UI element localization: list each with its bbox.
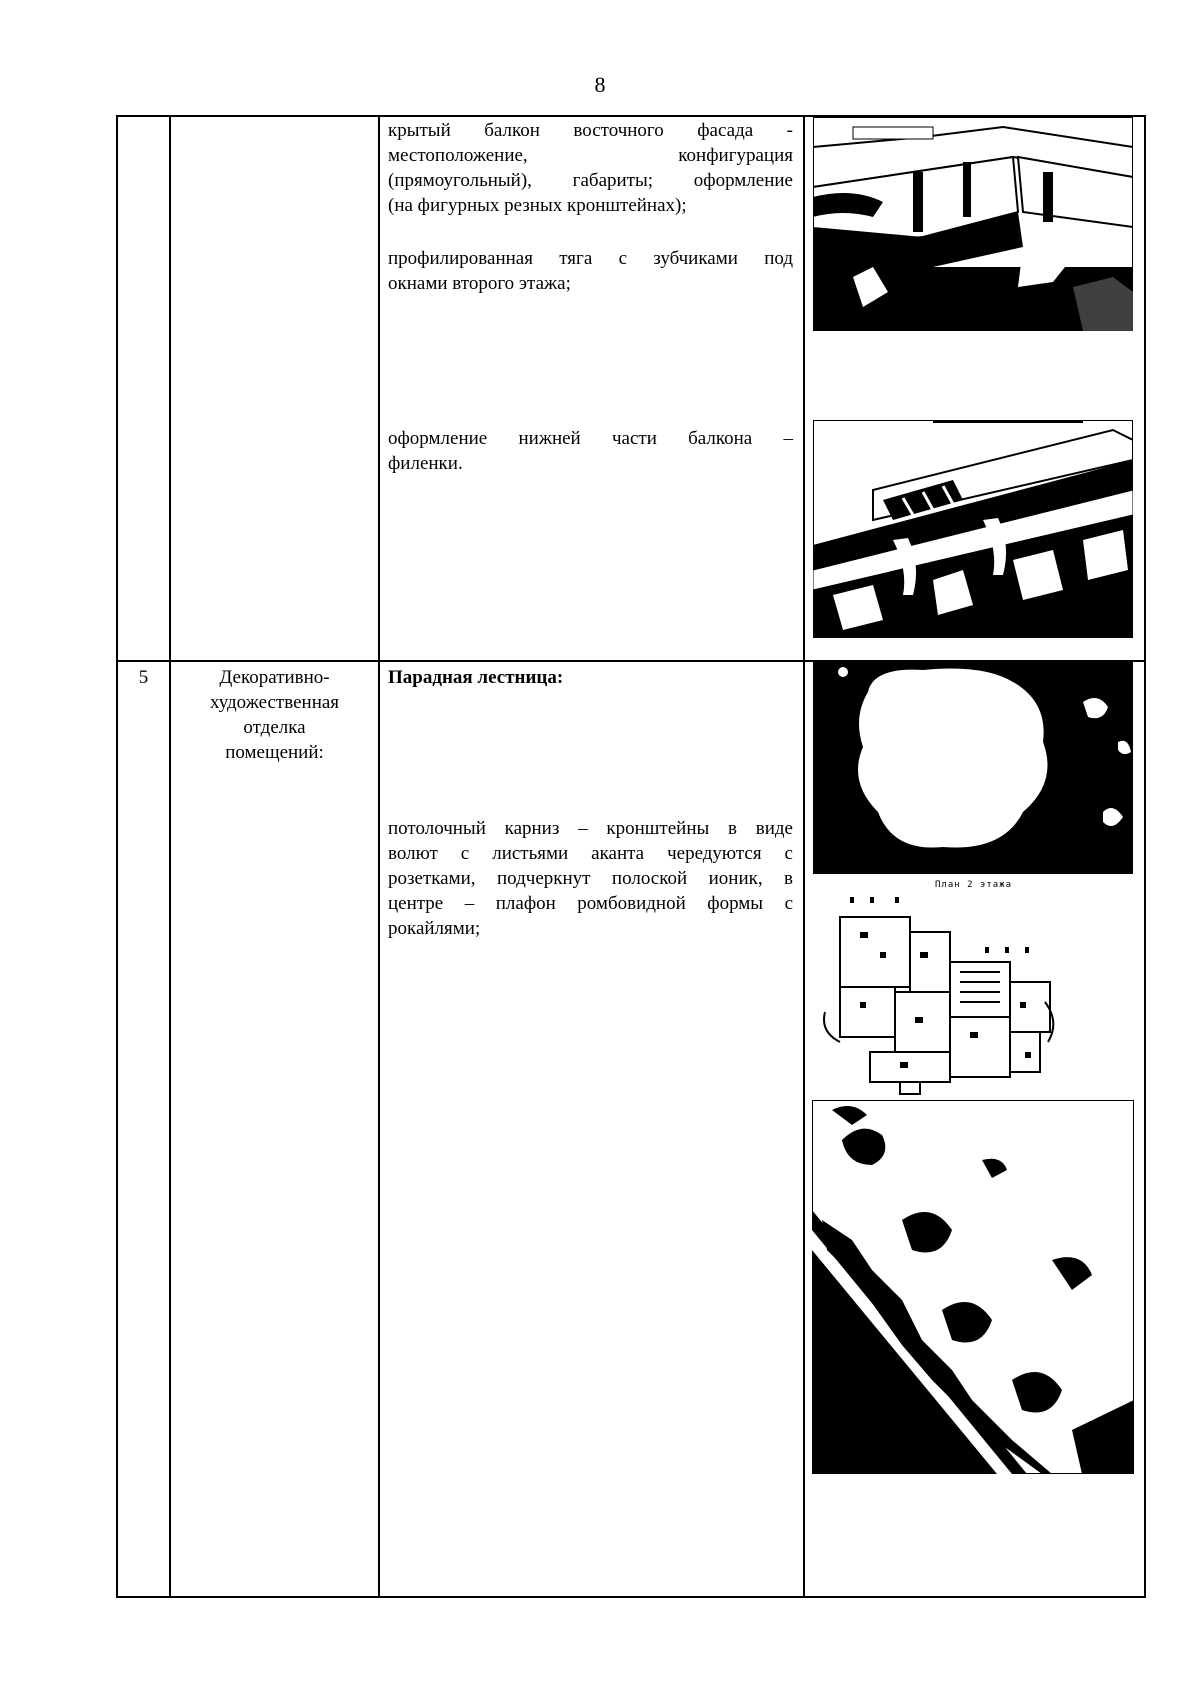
building-balcony-underside-photo-icon [813,420,1133,638]
item-ceiling-cornice: потолочный карниз – кронштейны в виде волют с листьями аканта чередуются с розетками, подчеркнут полоской ионик, в центре – плафон ромбовидной формы с рокайлями; [388,818,793,939]
column-divider-3 [803,115,805,1598]
item-balcony-panels: оформление нижней части балкона – филенки. [388,428,793,474]
table-border-left [116,115,118,1598]
column-divider-1 [169,115,171,1598]
cornice-photo-icon [812,1100,1134,1474]
floor-plan [820,892,1060,1098]
page-number: 8 [594,72,606,97]
item-balcony: крытый балкон восточного фасада - местоположение, конфигурация (прямоугольный), габариты; оформление (на фигурных резных кронштейнах); [388,120,793,216]
floor-plan-caption: План 2 этажа [935,880,1013,890]
row-category: Декоративно- художественная отделка помещений: [209,667,340,763]
item-profiled-cornice: профилированная тяга с зубчиками под окнами второго этажа; [388,248,793,294]
photo-ceiling-plafond [813,662,1133,874]
table-border-right [1144,115,1146,1598]
table-border-bottom [116,1596,1146,1598]
section-heading: Парадная лестница: [388,667,564,688]
column-divider-2 [378,115,380,1598]
photo-cornice-detail [812,1100,1134,1474]
photo-balcony-corner [813,117,1133,331]
floor-plan-drawing-icon [820,892,1060,1098]
building-balcony-photo-icon [813,117,1133,331]
row-number: 5 [138,667,149,688]
photo-balcony-underside [813,420,1133,638]
ceiling-photo-icon [813,662,1133,874]
